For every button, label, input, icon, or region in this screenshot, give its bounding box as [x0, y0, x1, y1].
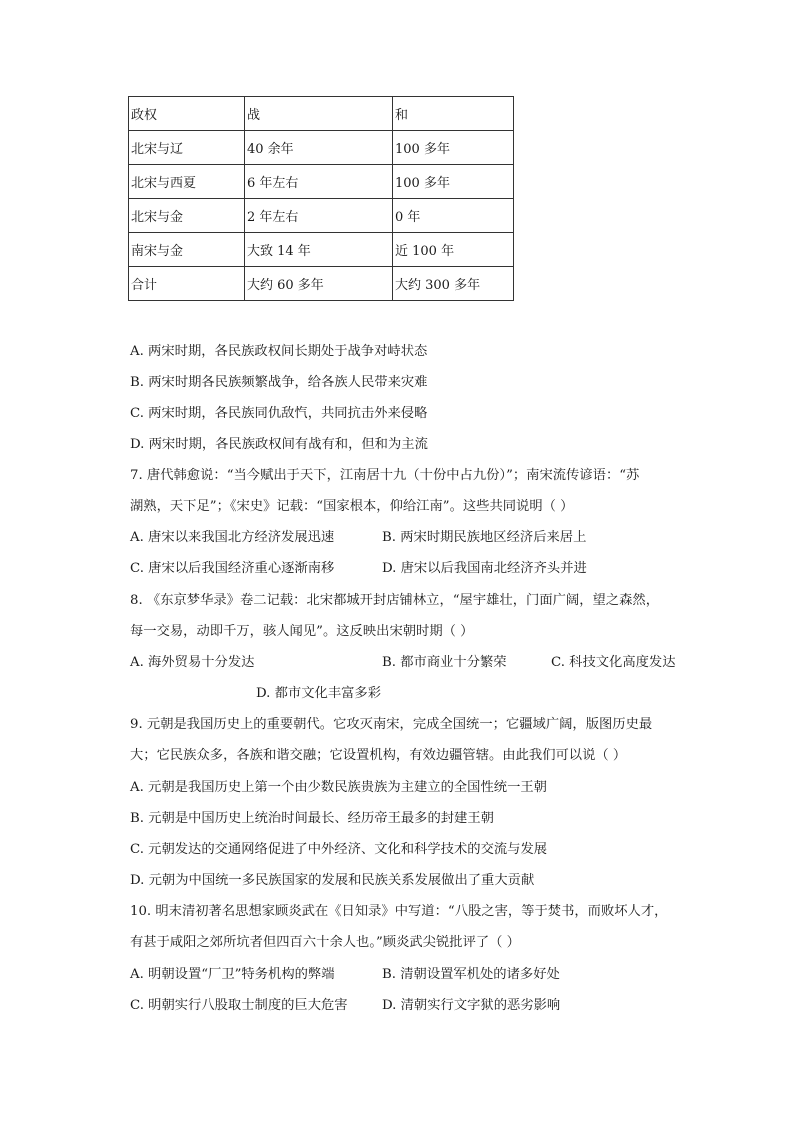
table-cell: 2 年左右	[245, 199, 393, 233]
q6-option-a: A. 两宋时期，各民族政权间长期处于战争对峙状态	[130, 344, 428, 359]
table-cell: 大约 60 多年	[245, 267, 393, 301]
q7-option-a: A. 唐宋以来我国北方经济发展迅速	[130, 530, 335, 545]
table-cell: 100 多年	[393, 131, 514, 165]
table-row	[129, 267, 514, 301]
q7-option-b: B. 两宋时期民族地区经济后来居上	[382, 530, 587, 545]
q10-option-b: B. 清朝设置军机处的诸多好处	[382, 967, 560, 982]
q10-stem-line1: 10. 明末清初著名思想家顾炎武在《日知录》中写道：“八股之害，等于焚书，而败坏人才，	[130, 904, 668, 919]
q7-stem-line2: 湖熟，天下足”；《宋史》记载：“国家根本，仰给江南”。这些共同说明（ ）	[130, 499, 574, 514]
q8-option-b: B. 都市商业十分繁荣	[382, 655, 507, 670]
q8-stem-line2: 每一交易，动即千万，骇人闻见”。这反映出宋朝时期（ ）	[130, 624, 474, 639]
q8-option-d: D. 都市文化丰富多彩	[256, 686, 382, 701]
q9-stem-line2: 大；它民族众多，各族和谐交融；它设置机构，有效边疆管辖。由此我们可以说（ ）	[130, 748, 627, 763]
table-header-cell: 政权	[129, 97, 245, 131]
table-cell: 北宋与西夏	[129, 165, 245, 199]
table-header-row	[129, 97, 514, 131]
table-cell: 南宋与金	[129, 233, 245, 267]
q6-option-d: D. 两宋时期，各民族政权间有战有和，但和为主流	[130, 437, 428, 452]
table-cell: 北宋与金	[129, 199, 245, 233]
q10-stem-line2: 有甚于咸阳之郊所坑者但四百六十余人也。”顾炎武尖锐批评了（ ）	[130, 935, 520, 950]
q9-option-c: C. 元朝发达的交通网络促进了中外经济、文化和科学技术的交流与发展	[130, 842, 548, 857]
q9-option-a: A. 元朝是我国历史上第一个由少数民族贵族为主建立的全国性统一王朝	[130, 780, 547, 795]
table-row	[129, 199, 514, 233]
q8-stem-line1: 8. 《东京梦华录》卷二记载：北宋都城开封店铺林立，“屋宇雄壮，门面广阔，望之森然，	[130, 593, 659, 608]
q7-option-d: D. 唐宋以后我国南北经济齐头并进	[382, 561, 587, 576]
table-cell: 近 100 年	[393, 233, 514, 267]
table-cell: 6 年左右	[245, 165, 393, 199]
table-row	[129, 233, 514, 267]
q6-option-c: C. 两宋时期，各民族同仇敌忾，共同抗击外来侵略	[130, 406, 428, 421]
table-cell: 40 余年	[245, 131, 393, 165]
table-cell: 北宋与辽	[129, 131, 245, 165]
table-row	[129, 165, 514, 199]
table-cell: 合计	[129, 267, 245, 301]
q10-option-a: A. 明朝设置“厂卫”特务机构的弊端	[130, 967, 335, 982]
table-cell: 大约 300 多年	[393, 267, 514, 301]
q7-option-c: C. 唐宋以后我国经济重心逐渐南移	[130, 561, 335, 576]
q9-stem-line1: 9. 元朝是我国历史上的重要朝代。它攻灭南宋，完成全国统一；它疆域广阔，版图历史最	[130, 717, 653, 732]
table-header-cell: 和	[393, 97, 514, 131]
q9-option-b: B. 元朝是中国历史上统治时间最长、经历帝王最多的封建王朝	[130, 811, 494, 826]
q10-option-d: D. 清朝实行文字狱的恶劣影响	[382, 998, 561, 1013]
table-header-cell: 战	[245, 97, 393, 131]
table-cell: 0 年	[393, 199, 514, 233]
q6-option-b: B. 两宋时期各民族频繁战争，给各族人民带来灾难	[130, 375, 428, 390]
q9-option-d: D. 元朝为中国统一多民族国家的发展和民族关系发展做出了重大贡献	[130, 873, 535, 888]
q8-option-c: C. 科技文化高度发达	[551, 655, 676, 670]
q10-option-c: C. 明朝实行八股取士制度的巨大危害	[130, 998, 348, 1013]
table-cell: 大致 14 年	[245, 233, 393, 267]
q8-option-a: A. 海外贸易十分发达	[130, 655, 255, 670]
table-cell: 100 多年	[393, 165, 514, 199]
q7-stem-line1: 7. 唐代韩愈说：“当今赋出于天下，江南居十九（十份中占九份）”；南宋流传谚语：“苏	[130, 468, 640, 483]
table-row	[129, 131, 514, 165]
war-peace-table	[128, 96, 514, 301]
